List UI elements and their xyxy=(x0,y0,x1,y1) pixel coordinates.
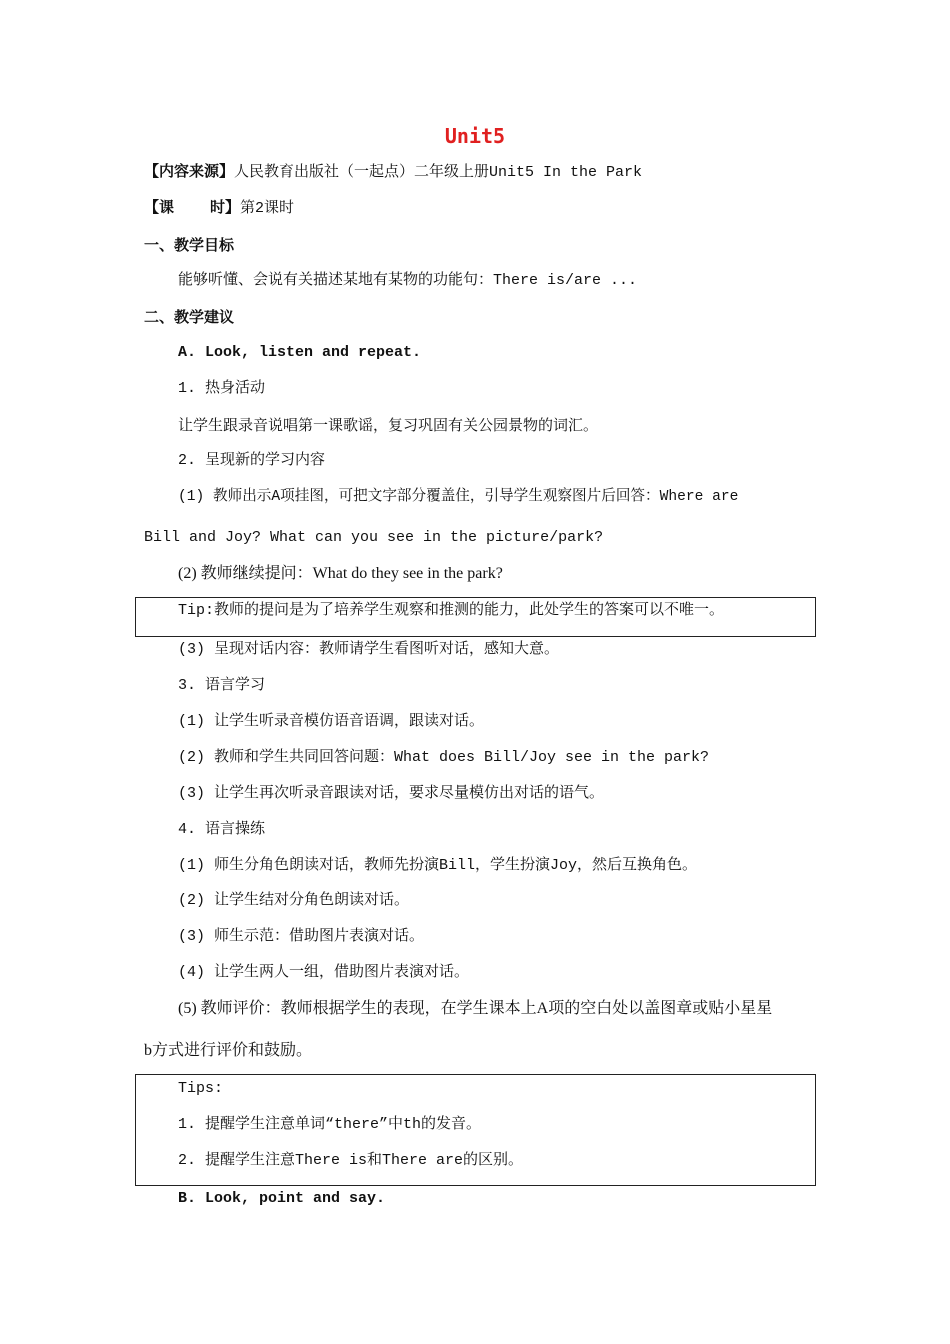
objectives-text: 能够听懂、会说有关描述某地有某物的功能句：There is/are ... xyxy=(178,272,638,289)
step-1-text: 让学生跟录音说唱第一课歌谣，复习巩固有关公园景物的词汇。 xyxy=(178,416,599,434)
step-2-1-line2: Bill and Joy? What can you see in the picture/park? xyxy=(144,529,604,546)
class-period-text: 第2课时 xyxy=(240,200,295,217)
class-period-line xyxy=(144,199,294,219)
step-4-5-line1: (5) 教师评价：教师根据学生的表现，在学生课本上A项的空白处以盖图章或贴小星星 xyxy=(178,1000,773,1017)
step-4-5-line2: b方式进行评价和鼓励。 xyxy=(144,1042,313,1059)
step-3-3: (3) 让学生再次听录音跟读对话，要求尽量模仿出对话的语气。 xyxy=(178,785,605,802)
step-4-1: (1) 师生分角色朗读对话，教师先扮演Bill，学生扮演Joy，然后互换角色。 xyxy=(178,857,698,874)
step-2-3: (3) 呈现对话内容：教师请学生看图听对话，感知大意。 xyxy=(178,641,560,658)
content-source-line xyxy=(144,163,642,183)
tips-title: Tips: xyxy=(178,1080,224,1097)
section-heading-objectives: 一、教学目标 xyxy=(144,236,235,254)
step-4-title: 4. 语言操练 xyxy=(178,821,266,838)
part-a-heading: A. Look, listen and repeat. xyxy=(178,344,422,361)
step-3-title: 3. 语言学习 xyxy=(178,677,266,694)
tips-item-1: 1. 提醒学生注意单词“there”中th的发音。 xyxy=(178,1116,482,1133)
step-3-2: (2) 教师和学生共同回答问题：What does Bill/Joy see in the park? xyxy=(178,749,710,766)
step-2-title: 2. 呈现新的学习内容 xyxy=(178,452,326,469)
section-heading-suggestions: 二、教学建议 xyxy=(144,308,235,326)
step-2-1-line1: (1) 教师出示A项挂图，可把文字部分覆盖住，引导学生观察图片后回答：Where are xyxy=(178,489,739,505)
step-3-1: (1) 让学生听录音模仿语音语调，跟读对话。 xyxy=(178,713,485,730)
class-period-label: 【课 时】 xyxy=(144,200,241,217)
content-source-label: 【内容来源】 xyxy=(144,164,235,181)
step-2-2: (2) 教师继续提问：What do they see in the park? xyxy=(178,565,503,582)
tip-text: Tip:教师的提问是为了培养学生观察和推测的能力，此处学生的答案可以不唯一。 xyxy=(178,602,725,619)
tips-item-2: 2. 提醒学生注意There is和There are的区别。 xyxy=(178,1152,524,1169)
step-1-title: 1. 热身活动 xyxy=(178,380,266,397)
step-4-2: (2) 让学生结对分角色朗读对话。 xyxy=(178,892,410,909)
content-source-text: 人民教育出版社（一起点）二年级上册Unit5 In the Park xyxy=(234,164,643,181)
step-4-4: (4) 让学生两人一组，借助图片表演对话。 xyxy=(178,964,470,981)
part-b-heading: B. Look, point and say. xyxy=(178,1190,386,1207)
document-title: Unit5 xyxy=(444,124,506,148)
step-4-3: (3) 师生示范：借助图片表演对话。 xyxy=(178,928,425,945)
